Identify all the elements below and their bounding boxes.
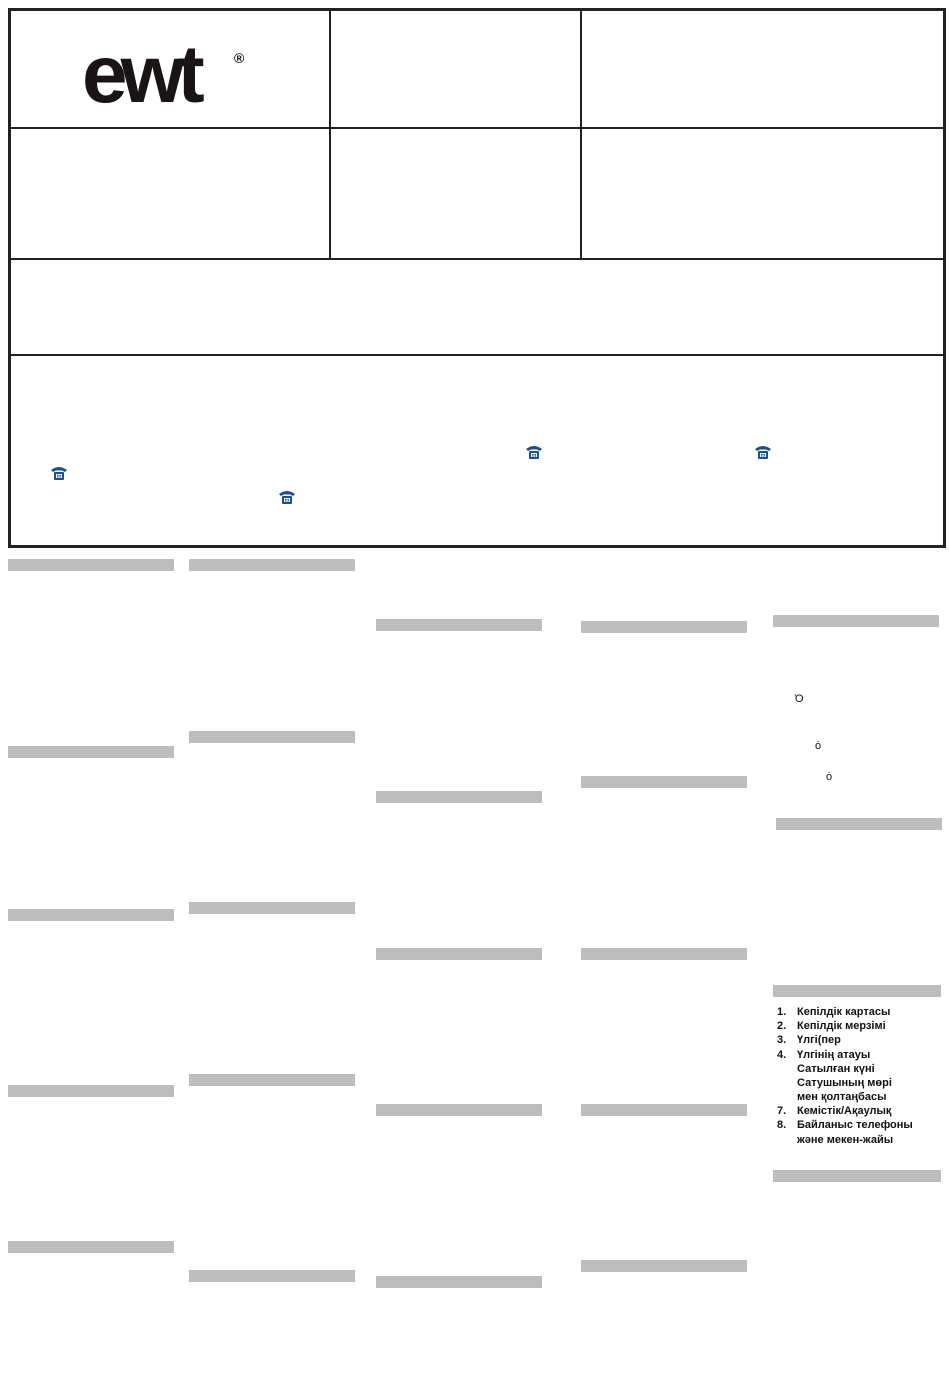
- section-heading-bar: [581, 1260, 747, 1272]
- list-item-label: және мекен-жайы: [797, 1134, 894, 1146]
- section-heading-bar: [8, 746, 174, 758]
- phone-icon: [50, 465, 68, 481]
- list-item-number: 3.: [777, 1034, 787, 1046]
- section-heading-bar: [189, 559, 355, 571]
- section-heading-bar: [581, 776, 747, 788]
- list-item-label: Кепілдік мерзімі: [797, 1020, 886, 1032]
- list-item-label: мен қолтаңбасы: [797, 1091, 887, 1103]
- section-heading-bar: [581, 621, 747, 633]
- list-item-label: Кемістік/Ақаулық: [797, 1105, 892, 1117]
- brand-logo: [82, 29, 262, 120]
- section-heading-bar: [581, 948, 747, 960]
- section-heading-bar: [376, 1104, 542, 1116]
- section-heading-bar: [776, 818, 942, 830]
- list-item-number: 4.: [777, 1049, 787, 1061]
- o-dot-glyph: ȯ: [815, 740, 822, 752]
- list-item-label: Сатушының мөрі: [797, 1077, 892, 1089]
- row-divider-3: [11, 354, 943, 356]
- list-item-number: 8.: [777, 1119, 787, 1131]
- list-item-number: 1.: [777, 1006, 787, 1018]
- o-acute-glyph: Ό: [795, 693, 804, 705]
- registered-mark: ®: [234, 50, 245, 66]
- section-heading-bar: [376, 619, 542, 631]
- col-divider-2: [580, 11, 582, 260]
- list-item-label: Байланыс телефоны: [797, 1119, 913, 1131]
- list-item-number: 7.: [777, 1105, 787, 1117]
- section-heading-bar: [189, 902, 355, 914]
- section-heading-bar: [8, 1241, 174, 1253]
- section-heading-bar: [376, 1276, 542, 1288]
- phone-icon: [754, 444, 772, 460]
- col-divider-1: [329, 11, 331, 260]
- o-dot-glyph: ȯ: [826, 771, 833, 783]
- list-item-label: Сатылған күні: [797, 1063, 875, 1075]
- phone-icon: [525, 444, 543, 460]
- section-heading-bar: [189, 1270, 355, 1282]
- section-heading-bar: [189, 731, 355, 743]
- section-heading-bar: [8, 559, 174, 571]
- section-heading-bar: [376, 948, 542, 960]
- list-item-number: 2.: [777, 1020, 787, 1032]
- section-heading-bar: [8, 909, 174, 921]
- section-heading-bar: [773, 1170, 941, 1182]
- section-heading-bar: [8, 1085, 174, 1097]
- logo-wordmark: ewt: [82, 29, 198, 120]
- list-item-label: Үлгі(пер: [797, 1034, 841, 1046]
- section-heading-bar: [189, 1074, 355, 1086]
- section-heading-bar: [773, 615, 939, 627]
- section-heading-bar: [376, 791, 542, 803]
- row-divider-2: [11, 258, 943, 260]
- row-divider-1: [11, 127, 943, 129]
- section-heading-bar: [581, 1104, 747, 1116]
- list-item-label: Кепілдік картасы: [797, 1006, 891, 1018]
- list-item-label: Үлгінің атауы: [797, 1049, 871, 1061]
- phone-icon: [278, 489, 296, 505]
- section-heading-bar: [773, 985, 941, 997]
